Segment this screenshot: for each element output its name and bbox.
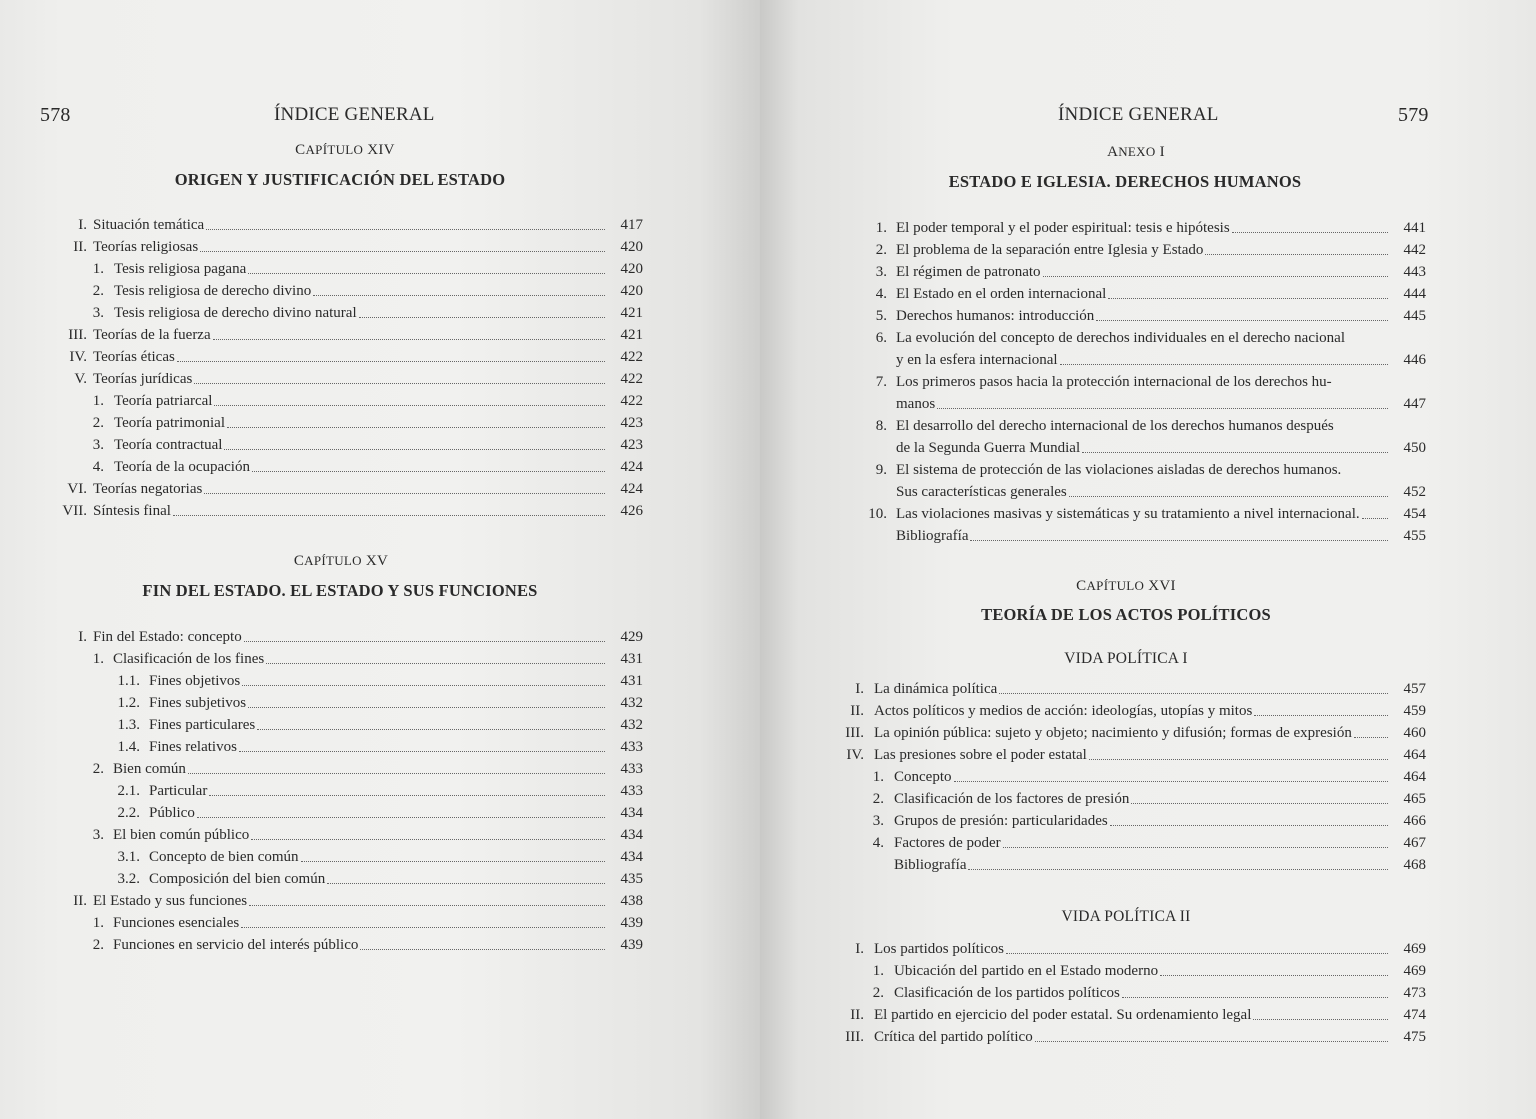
toc-entry-page: 423 [620, 415, 643, 431]
toc-entry [0, 668, 643, 690]
dot-leader [313, 295, 605, 296]
toc-entry-page: 446 [1403, 352, 1426, 368]
toc-entry-text-line2: de la Segunda Guerra Mundial [896, 440, 1081, 456]
toc-entry-page: 421 [620, 327, 643, 343]
toc-entry-number: IV. [846, 747, 864, 763]
toc-entry [0, 712, 643, 734]
toc-entry-text: Clasificación de los partidos políticos [894, 985, 1120, 1001]
toc-entry-page: 434 [620, 827, 643, 843]
toc-entry-text: Factores de poder [894, 835, 1001, 851]
dot-leader [197, 817, 605, 818]
dot-leader [937, 408, 1388, 409]
toc-entry-page: 445 [1403, 308, 1426, 324]
toc-entry-page: 442 [1403, 242, 1426, 258]
toc-entry [0, 646, 643, 668]
toc-entry-text: Concepto [894, 769, 952, 785]
dot-leader [249, 905, 605, 906]
toc-entry-page: 464 [1403, 769, 1426, 785]
toc-entry-page: 422 [620, 349, 643, 365]
toc-entry-text: Los partidos políticos [874, 941, 1004, 957]
toc-entry-page: 464 [1403, 747, 1426, 763]
toc-entry-page: 468 [1403, 857, 1426, 873]
toc-entry [0, 624, 643, 646]
toc-entry [0, 800, 643, 822]
toc-entry-number: 3.2. [117, 871, 140, 887]
dot-leader [1069, 496, 1388, 497]
toc-entry-number: VI. [67, 481, 87, 497]
toc-entry-page: 424 [620, 459, 643, 475]
toc-entry-page: 433 [620, 739, 643, 755]
toc-entry-text: Teoría patrimonial [114, 415, 225, 431]
dot-leader [194, 383, 605, 384]
toc-entry-page: 433 [620, 761, 643, 777]
toc-entry-number: 1. [92, 915, 104, 931]
dot-leader [244, 641, 605, 642]
toc-entry-text: Composición del bien común [149, 871, 326, 887]
toc-entry-page: 431 [620, 651, 643, 667]
toc-entry [0, 432, 643, 454]
toc-entry-page: 475 [1403, 1029, 1426, 1045]
dot-leader [213, 339, 605, 340]
toc-entry [0, 410, 643, 432]
toc-entry [0, 756, 643, 778]
toc-entry-text: Fin del Estado: concepto [93, 629, 242, 645]
toc-entry-text: Ubicación del partido en el Estado moderno [894, 963, 1159, 979]
running-head-right: ÍNDICE GENERAL [1058, 104, 1219, 125]
toc-entry [760, 1024, 1426, 1046]
dot-leader [1160, 975, 1388, 976]
toc-entry-text: El desarrollo del derecho internacional de los derechos humanos después [896, 418, 1334, 434]
toc-entry-page: 460 [1403, 725, 1426, 741]
toc-entry-text: Teorías negatorias [93, 481, 203, 497]
toc-entry [0, 866, 643, 888]
toc-entry-number: III. [68, 327, 87, 343]
dot-leader [1254, 715, 1388, 716]
toc-entry-text: Tesis religiosa de derecho divino [114, 283, 312, 299]
toc-entry-number: IV. [69, 349, 87, 365]
annex-label: ANEXO I [1107, 144, 1165, 160]
toc-entry-page: 455 [1403, 528, 1426, 544]
toc-entry-number: 9. [875, 462, 887, 478]
dot-leader [999, 693, 1388, 694]
toc-entry [0, 822, 643, 844]
toc-entry-number: 5. [875, 308, 887, 324]
toc-entry-text-continued [896, 479, 1426, 501]
toc-entry [760, 958, 1426, 980]
toc-entry [0, 932, 643, 954]
toc-entry-number: II. [850, 703, 864, 719]
toc-entry-text: Funciones en servicio del interés público [113, 937, 359, 953]
toc-entry-text-line2: y en la esfera internacional [896, 352, 1058, 368]
section-vida-politica-1: VIDA POLÍTICA I [1064, 650, 1188, 667]
toc-entry-number: 1. [92, 261, 104, 277]
toc-entry-text: Fines subjetivos [149, 695, 247, 711]
chapter-16-label: CAPÍTULO XVI [1076, 578, 1176, 594]
dot-leader [173, 515, 605, 516]
toc-entry-number: 1. [875, 220, 887, 236]
toc-entry-number: 2. [872, 985, 884, 1001]
toc-entry-text: Teorías de la fuerza [93, 327, 211, 343]
toc-entry-text: Concepto de bien común [149, 849, 299, 865]
toc-entry-text: El partido en ejercicio del poder estatal. Su ordenamiento legal [874, 1007, 1252, 1023]
toc-entry-text: Síntesis final [93, 503, 171, 519]
toc-entry-number: 2. [92, 283, 104, 299]
toc-entry-text: El problema de la separación entre Iglesia y Estado [896, 242, 1204, 258]
dot-leader [251, 839, 605, 840]
toc-entry [0, 888, 643, 910]
toc-entry-number: 1.1. [117, 673, 140, 689]
toc-entry-number: 3. [92, 437, 104, 453]
toc-entry-page: 421 [620, 305, 643, 321]
dot-leader [1108, 298, 1388, 299]
toc-entry-page: 439 [620, 915, 643, 931]
dot-leader [200, 251, 605, 252]
toc-entry-text: Clasificación de los fines [113, 651, 265, 667]
toc-entry-text: La opinión pública: sujeto y objeto; nacimiento y difusión; formas de expresión [874, 725, 1352, 741]
toc-entry [760, 303, 1426, 325]
toc-entry-text: Actos políticos y medios de acción: ideologías, utopías y mitos [874, 703, 1253, 719]
toc-entry-number: III. [845, 725, 864, 741]
dot-leader [248, 273, 605, 274]
dot-leader [1205, 254, 1388, 255]
dot-leader [1131, 803, 1388, 804]
toc-entry-page: 417 [620, 217, 643, 233]
toc-entry [0, 256, 643, 278]
toc-entry-text-block [896, 457, 1426, 501]
dot-leader [1110, 825, 1388, 826]
toc-entry-text: Tesis religiosa de derecho divino natural [114, 305, 357, 321]
toc-entry-page: 466 [1403, 813, 1426, 829]
toc-entry [760, 523, 1426, 545]
toc-entry-page: 429 [620, 629, 643, 645]
toc-entry-text: Crítica del partido político [874, 1029, 1033, 1045]
toc-entry-page: 441 [1403, 220, 1426, 236]
toc-entry-page: 420 [620, 261, 643, 277]
toc-entry-text: Clasificación de los factores de presión [894, 791, 1130, 807]
toc-entry-number: 3. [875, 264, 887, 280]
toc-entry-text-block [896, 369, 1426, 413]
toc-entry-number: 2.1. [117, 783, 140, 799]
toc-entry [760, 413, 1426, 457]
toc-entry-number: I. [78, 629, 87, 645]
dot-leader [224, 449, 605, 450]
toc-entry [0, 476, 643, 498]
toc-entry-number: I. [855, 941, 864, 957]
toc-entry [760, 742, 1426, 764]
toc-entry [0, 454, 643, 476]
dot-leader [327, 883, 605, 884]
toc-entry-text: Los primeros pasos hacia la protección internacional de los derechos hu- [896, 374, 1332, 390]
toc-entry-text: El régimen de patronato [896, 264, 1041, 280]
toc-entry-number: 3. [92, 305, 104, 321]
running-head-left: ÍNDICE GENERAL [274, 104, 435, 125]
dot-leader [301, 861, 605, 862]
toc-entry-page: 423 [620, 437, 643, 453]
toc-entry-text: Fines objetivos [149, 673, 241, 689]
dot-leader [1089, 759, 1388, 760]
toc-entry-number: V. [74, 371, 87, 387]
toc-entry-text: El sistema de protección de las violaciones aisladas de derechos humanos. [896, 462, 1342, 478]
toc-entry-text: Teorías religiosas [93, 239, 199, 255]
toc-entry [0, 844, 643, 866]
toc-entry-number: 1. [92, 651, 104, 667]
toc-entry-page: 467 [1403, 835, 1426, 851]
toc-entry-text: Funciones esenciales [113, 915, 240, 931]
dot-leader [257, 729, 605, 730]
toc-entry-number: 3.1. [117, 849, 140, 865]
toc-entry [760, 786, 1426, 808]
toc-entry-text: Teorías éticas [93, 349, 175, 365]
toc-entry-text-continued [896, 347, 1426, 369]
toc-entry [0, 300, 643, 322]
toc-entry-number: II. [73, 893, 87, 909]
chapter-14-label: CAPÍTULO XIV [295, 142, 395, 158]
toc-entry-page: 420 [620, 283, 643, 299]
toc-entry-text: Bibliografía [894, 857, 967, 873]
toc-entry-text: Público [149, 805, 195, 821]
toc-entry-text-line2: Sus características generales [896, 484, 1067, 500]
toc-entry-number: 1. [92, 393, 104, 409]
toc-entry [760, 237, 1426, 259]
toc-entry [0, 778, 643, 800]
toc-entry-text: Situación temática [93, 217, 205, 233]
toc-entry [760, 259, 1426, 281]
toc-entry-text: La dinámica política [874, 681, 998, 697]
toc-entry-number: 4. [875, 286, 887, 302]
toc-entry-number: I. [855, 681, 864, 697]
toc-entry-number: 8. [875, 418, 887, 434]
toc-entry-text-block [896, 413, 1426, 457]
chapter-15-title: FIN DEL ESTADO. EL ESTADO Y SUS FUNCIONES [142, 581, 538, 600]
dot-leader [242, 685, 605, 686]
toc-entry-page: 420 [620, 239, 643, 255]
toc-entry-page: 465 [1403, 791, 1426, 807]
toc-entry-text-block [896, 325, 1426, 369]
toc-entry [760, 457, 1426, 501]
dot-leader [241, 927, 605, 928]
toc-entry-text: Teoría patriarcal [114, 393, 213, 409]
page-number-left: 578 [40, 104, 71, 126]
toc-entry-number: 2. [92, 761, 104, 777]
toc-entry [0, 690, 643, 712]
chapter-15-label: CAPÍTULO XV [293, 553, 389, 569]
toc-entry-page: 432 [620, 695, 643, 711]
toc-entry [0, 498, 643, 520]
dot-leader [1096, 320, 1388, 321]
toc-entry-number: 2.2. [117, 805, 140, 821]
toc-entry-page: 452 [1403, 484, 1426, 500]
toc-entry-text: Teorías jurídicas [93, 371, 193, 387]
toc-entry-number: VII. [62, 503, 87, 519]
toc-entry-number: 4. [92, 459, 104, 475]
toc-entry-page: 431 [620, 673, 643, 689]
toc-entry [760, 369, 1426, 413]
dot-leader [1006, 953, 1388, 954]
dot-leader [239, 751, 605, 752]
dot-leader [227, 427, 605, 428]
dot-leader [1003, 847, 1388, 848]
dot-leader [1082, 452, 1388, 453]
dot-leader [1232, 232, 1388, 233]
toc-entry-text-line2: manos [896, 396, 936, 412]
toc-entry-page: 434 [620, 805, 643, 821]
toc-entry-number: 10. [868, 506, 887, 522]
toc-entry-text: El Estado en el orden internacional [896, 286, 1107, 302]
toc-entry-number: 1. [872, 769, 884, 785]
toc-entry-page: 426 [620, 503, 643, 519]
toc-entry-number: III. [845, 1029, 864, 1045]
dot-leader [204, 493, 605, 494]
toc-entry [0, 910, 643, 932]
dot-leader [266, 663, 605, 664]
toc-entry-number: 3. [872, 813, 884, 829]
toc-entry-page: 422 [620, 371, 643, 387]
toc-entry-text: Las presiones sobre el poder estatal [874, 747, 1087, 763]
section-vida-politica-2: VIDA POLÍTICA II [1061, 908, 1191, 925]
annex-title: ESTADO E IGLESIA. DERECHOS HUMANOS [948, 172, 1302, 191]
toc-entry-page: 439 [620, 937, 643, 953]
toc-entry-number: 7. [875, 374, 887, 390]
toc-entry-text: Particular [149, 783, 208, 799]
toc-entry-number: 1.2. [117, 695, 140, 711]
toc-entry [760, 980, 1426, 1002]
toc-entry [0, 366, 643, 388]
chapter-14-title: ORIGEN Y JUSTIFICACIÓN DEL ESTADO [174, 170, 506, 189]
toc-entry-page: 457 [1403, 681, 1426, 697]
toc-entry [760, 720, 1426, 742]
dot-leader [209, 795, 605, 796]
toc-entry-number: 1. [872, 963, 884, 979]
toc-entry-number: 2. [872, 791, 884, 807]
toc-entry-text-continued [896, 391, 1426, 413]
toc-entry-text: El bien común público [113, 827, 250, 843]
toc-entry-page: 459 [1403, 703, 1426, 719]
toc-entry [760, 808, 1426, 830]
toc-entry-page: 469 [1403, 963, 1426, 979]
toc-entry-number: II. [850, 1007, 864, 1023]
toc-entry-number: II. [73, 239, 87, 255]
chapter-16-title: TEORÍA DE LOS ACTOS POLÍTICOS [981, 605, 1271, 624]
dot-leader [214, 405, 605, 406]
toc-entry-text: La evolución del concepto de derechos individuales en el derecho nacional [896, 330, 1345, 346]
toc-entry-page: 443 [1403, 264, 1426, 280]
toc-entry-page: 444 [1403, 286, 1426, 302]
page-number-right: 579 [1398, 104, 1429, 126]
toc-entry-text: Las violaciones masivas y sistemáticas y su tratamiento a nivel internacional. [896, 506, 1360, 522]
toc-entry [760, 215, 1426, 237]
toc-entry-text: Teoría de la ocupación [114, 459, 250, 475]
toc-entry-number: 2. [92, 937, 104, 953]
dot-leader [1060, 364, 1388, 365]
toc-entry-page: 473 [1403, 985, 1426, 1001]
toc-entry [760, 936, 1426, 958]
toc-entry-text: Bien común [113, 761, 186, 777]
toc-entry-text-continued [896, 435, 1426, 457]
toc-entry-number: 6. [875, 330, 887, 346]
dot-leader [252, 471, 605, 472]
toc-entry [0, 734, 643, 756]
dot-leader [954, 781, 1389, 782]
dot-leader [1362, 518, 1388, 519]
toc-entry-text: Fines particulares [149, 717, 256, 733]
toc-entry-number: 3. [92, 827, 104, 843]
toc-entry [0, 234, 643, 256]
dot-leader [1253, 1019, 1388, 1020]
toc-entry-text: Teoría contractual [114, 437, 223, 453]
toc-entry-number: 2. [875, 242, 887, 258]
toc-entry [0, 278, 643, 300]
dot-leader [248, 707, 605, 708]
toc-entry-text: El poder temporal y el poder espiritual: tesis e hipótesis [896, 220, 1230, 236]
toc-entry [760, 830, 1426, 852]
dot-leader [177, 361, 605, 362]
toc-entry [760, 325, 1426, 369]
toc-entry [0, 344, 643, 366]
dot-leader [1354, 737, 1388, 738]
dot-leader [1122, 997, 1388, 998]
toc-entry-number: 2. [92, 415, 104, 431]
toc-entry-number: 1.3. [117, 717, 140, 733]
dot-leader [968, 869, 1388, 870]
toc-entry-text: Grupos de presión: particularidades [894, 813, 1108, 829]
toc-entry-page: 474 [1403, 1007, 1426, 1023]
toc-entry [760, 676, 1426, 698]
dot-leader [1043, 276, 1388, 277]
right-page [760, 0, 1536, 1119]
left-page [0, 0, 760, 1119]
toc-entry-page: 434 [620, 849, 643, 865]
dot-leader [360, 949, 605, 950]
dot-leader [188, 773, 605, 774]
toc-entry [0, 212, 643, 234]
toc-entry-page: 438 [620, 893, 643, 909]
toc-entry-number: 4. [872, 835, 884, 851]
toc-entry-page: 432 [620, 717, 643, 733]
toc-entry [760, 281, 1426, 303]
toc-entry [760, 1002, 1426, 1024]
toc-entry-text: Tesis religiosa pagana [114, 261, 247, 277]
toc-entry-text: Fines relativos [149, 739, 237, 755]
toc-entry-page: 447 [1403, 396, 1426, 412]
toc-entry-page: 450 [1403, 440, 1426, 456]
toc-entry-number: I. [78, 217, 87, 233]
toc-entry [760, 501, 1426, 523]
dot-leader [1035, 1041, 1388, 1042]
toc-entry [760, 852, 1426, 874]
toc-entry [760, 698, 1426, 720]
toc-entry-page: 469 [1403, 941, 1426, 957]
toc-entry [760, 764, 1426, 786]
toc-entry-text: El Estado y sus funciones [93, 893, 248, 909]
toc-entry-text: Bibliografía [896, 528, 969, 544]
dot-leader [970, 540, 1388, 541]
toc-entry-page: 454 [1403, 506, 1426, 522]
toc-entry-page: 433 [620, 783, 643, 799]
toc-entry-page: 422 [620, 393, 643, 409]
dot-leader [359, 317, 605, 318]
toc-entry-number: 1.4. [117, 739, 140, 755]
toc-entry [0, 388, 643, 410]
toc-entry [0, 322, 643, 344]
dot-leader [206, 229, 605, 230]
toc-entry-page: 435 [620, 871, 643, 887]
toc-entry-page: 424 [620, 481, 643, 497]
toc-entry-text: Derechos humanos: introducción [896, 308, 1095, 324]
